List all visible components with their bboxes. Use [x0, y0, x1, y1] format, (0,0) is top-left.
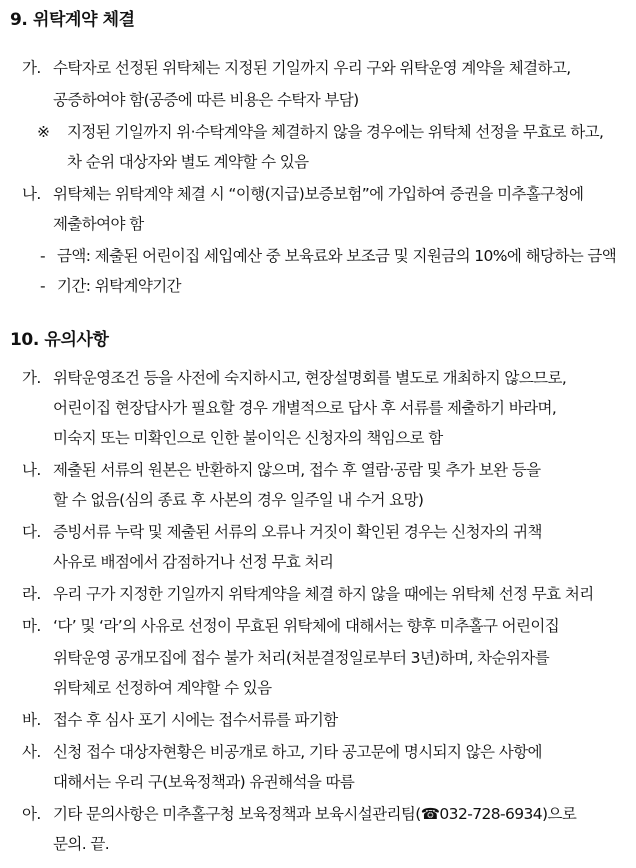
list-text: 위탁체로 선정하여 계약할 수 있음	[53, 679, 272, 697]
list-marker: 마.	[22, 617, 41, 635]
list-text: 수탁자로 선정된 위탁체는 지정된 기일까지 우리 구와 위탁운영 계약을 체결하고,	[53, 59, 571, 77]
list-text: 제출된 서류의 원본은 반환하지 않으며, 접수 후 열람·공람 및 추가 보완 등을	[53, 461, 541, 479]
dash-marker: -	[40, 247, 45, 265]
list-marker: 다.	[22, 523, 41, 541]
dash-text: 금액: 제출된 어린이집 세입예산 중 보육료와 보조금 및 지원금의 10%에 해당하는 금액	[57, 247, 617, 265]
list-text: 사유로 배점에서 감점하거나 선정 무효 처리	[53, 553, 334, 571]
list-text: 공증하여야 함(공증에 따른 비용은 수탁자 부담)	[53, 91, 359, 109]
list-text: 어린이집 현장답사가 필요할 경우 개별적으로 답사 후 서류를 제출하기 바라며,	[53, 399, 557, 417]
note-text: 차 순위 대상자와 별도 계약할 수 있음	[67, 153, 309, 171]
list-marker: 사.	[22, 743, 41, 761]
list-text: 우리 구가 지정한 기일까지 위탁계약을 체결 하지 않을 때에는 위탁체 선정 무효 처리	[53, 585, 594, 603]
list-marker: 아.	[22, 805, 41, 823]
list-text: 문의. 끝.	[53, 835, 110, 853]
list-text: 할 수 없음(심의 종료 후 사본의 경우 일주일 내 수거 요망)	[53, 491, 424, 509]
list-text: 미숙지 또는 미확인으로 인한 불이익은 신청자의 책임으로 함	[53, 429, 443, 447]
list-text: 위탁체는 위탁계약 체결 시 “이행(지급)보증보험”에 가입하여 증권을 미추홀구청에	[53, 185, 584, 203]
list-text: 기타 문의사항은 미추홀구청 보육정책과 보육시설관리팀(☎032-728-6934)으로	[53, 805, 577, 823]
dash-text: 기간: 위탁계약기간	[57, 277, 181, 295]
list-marker: 라.	[22, 585, 41, 603]
list-text: 위탁운영조건 등을 사전에 숙지하시고, 현장설명회를 별도로 개최하지 않으므로,	[53, 369, 567, 387]
list-marker: 가.	[22, 369, 41, 387]
list-marker: 가.	[22, 59, 41, 77]
note-marker: ※	[37, 123, 50, 141]
list-text: 증빙서류 누락 및 제출된 서류의 오류나 거짓이 확인된 경우는 신청자의 귀책	[53, 523, 542, 541]
list-marker: 바.	[22, 711, 41, 729]
list-text: 신청 접수 대상자현황은 비공개로 하고, 기타 공고문에 명시되지 않은 사항에	[53, 743, 542, 761]
list-text: 제출하여야 함	[53, 215, 144, 233]
list-text: 접수 후 심사 포기 시에는 접수서류를 파기함	[53, 711, 338, 729]
list-marker: 나.	[22, 461, 41, 479]
list-text: ‘다’ 및 ‘라’의 사유로 선정이 무효된 위탁체에 대해서는 향후 미추홀구 어린이집	[53, 617, 560, 635]
list-marker: 나.	[22, 185, 41, 203]
list-text: 대해서는 우리 구(보육정책과) 유권해석을 따름	[53, 773, 355, 791]
dash-marker: -	[40, 277, 45, 295]
list-text: 위탁운영 공개모집에 접수 불가 처리(처분결정일로부터 3년)하며, 차순위자를	[53, 649, 550, 667]
section-9-heading: 9. 위탁계약 체결	[10, 10, 135, 30]
section-10-heading: 10. 유의사항	[10, 330, 109, 350]
note-text: 지정된 기일까지 위·수탁계약을 체결하지 않을 경우에는 위탁체 선정을 무효로 하고,	[67, 123, 604, 141]
